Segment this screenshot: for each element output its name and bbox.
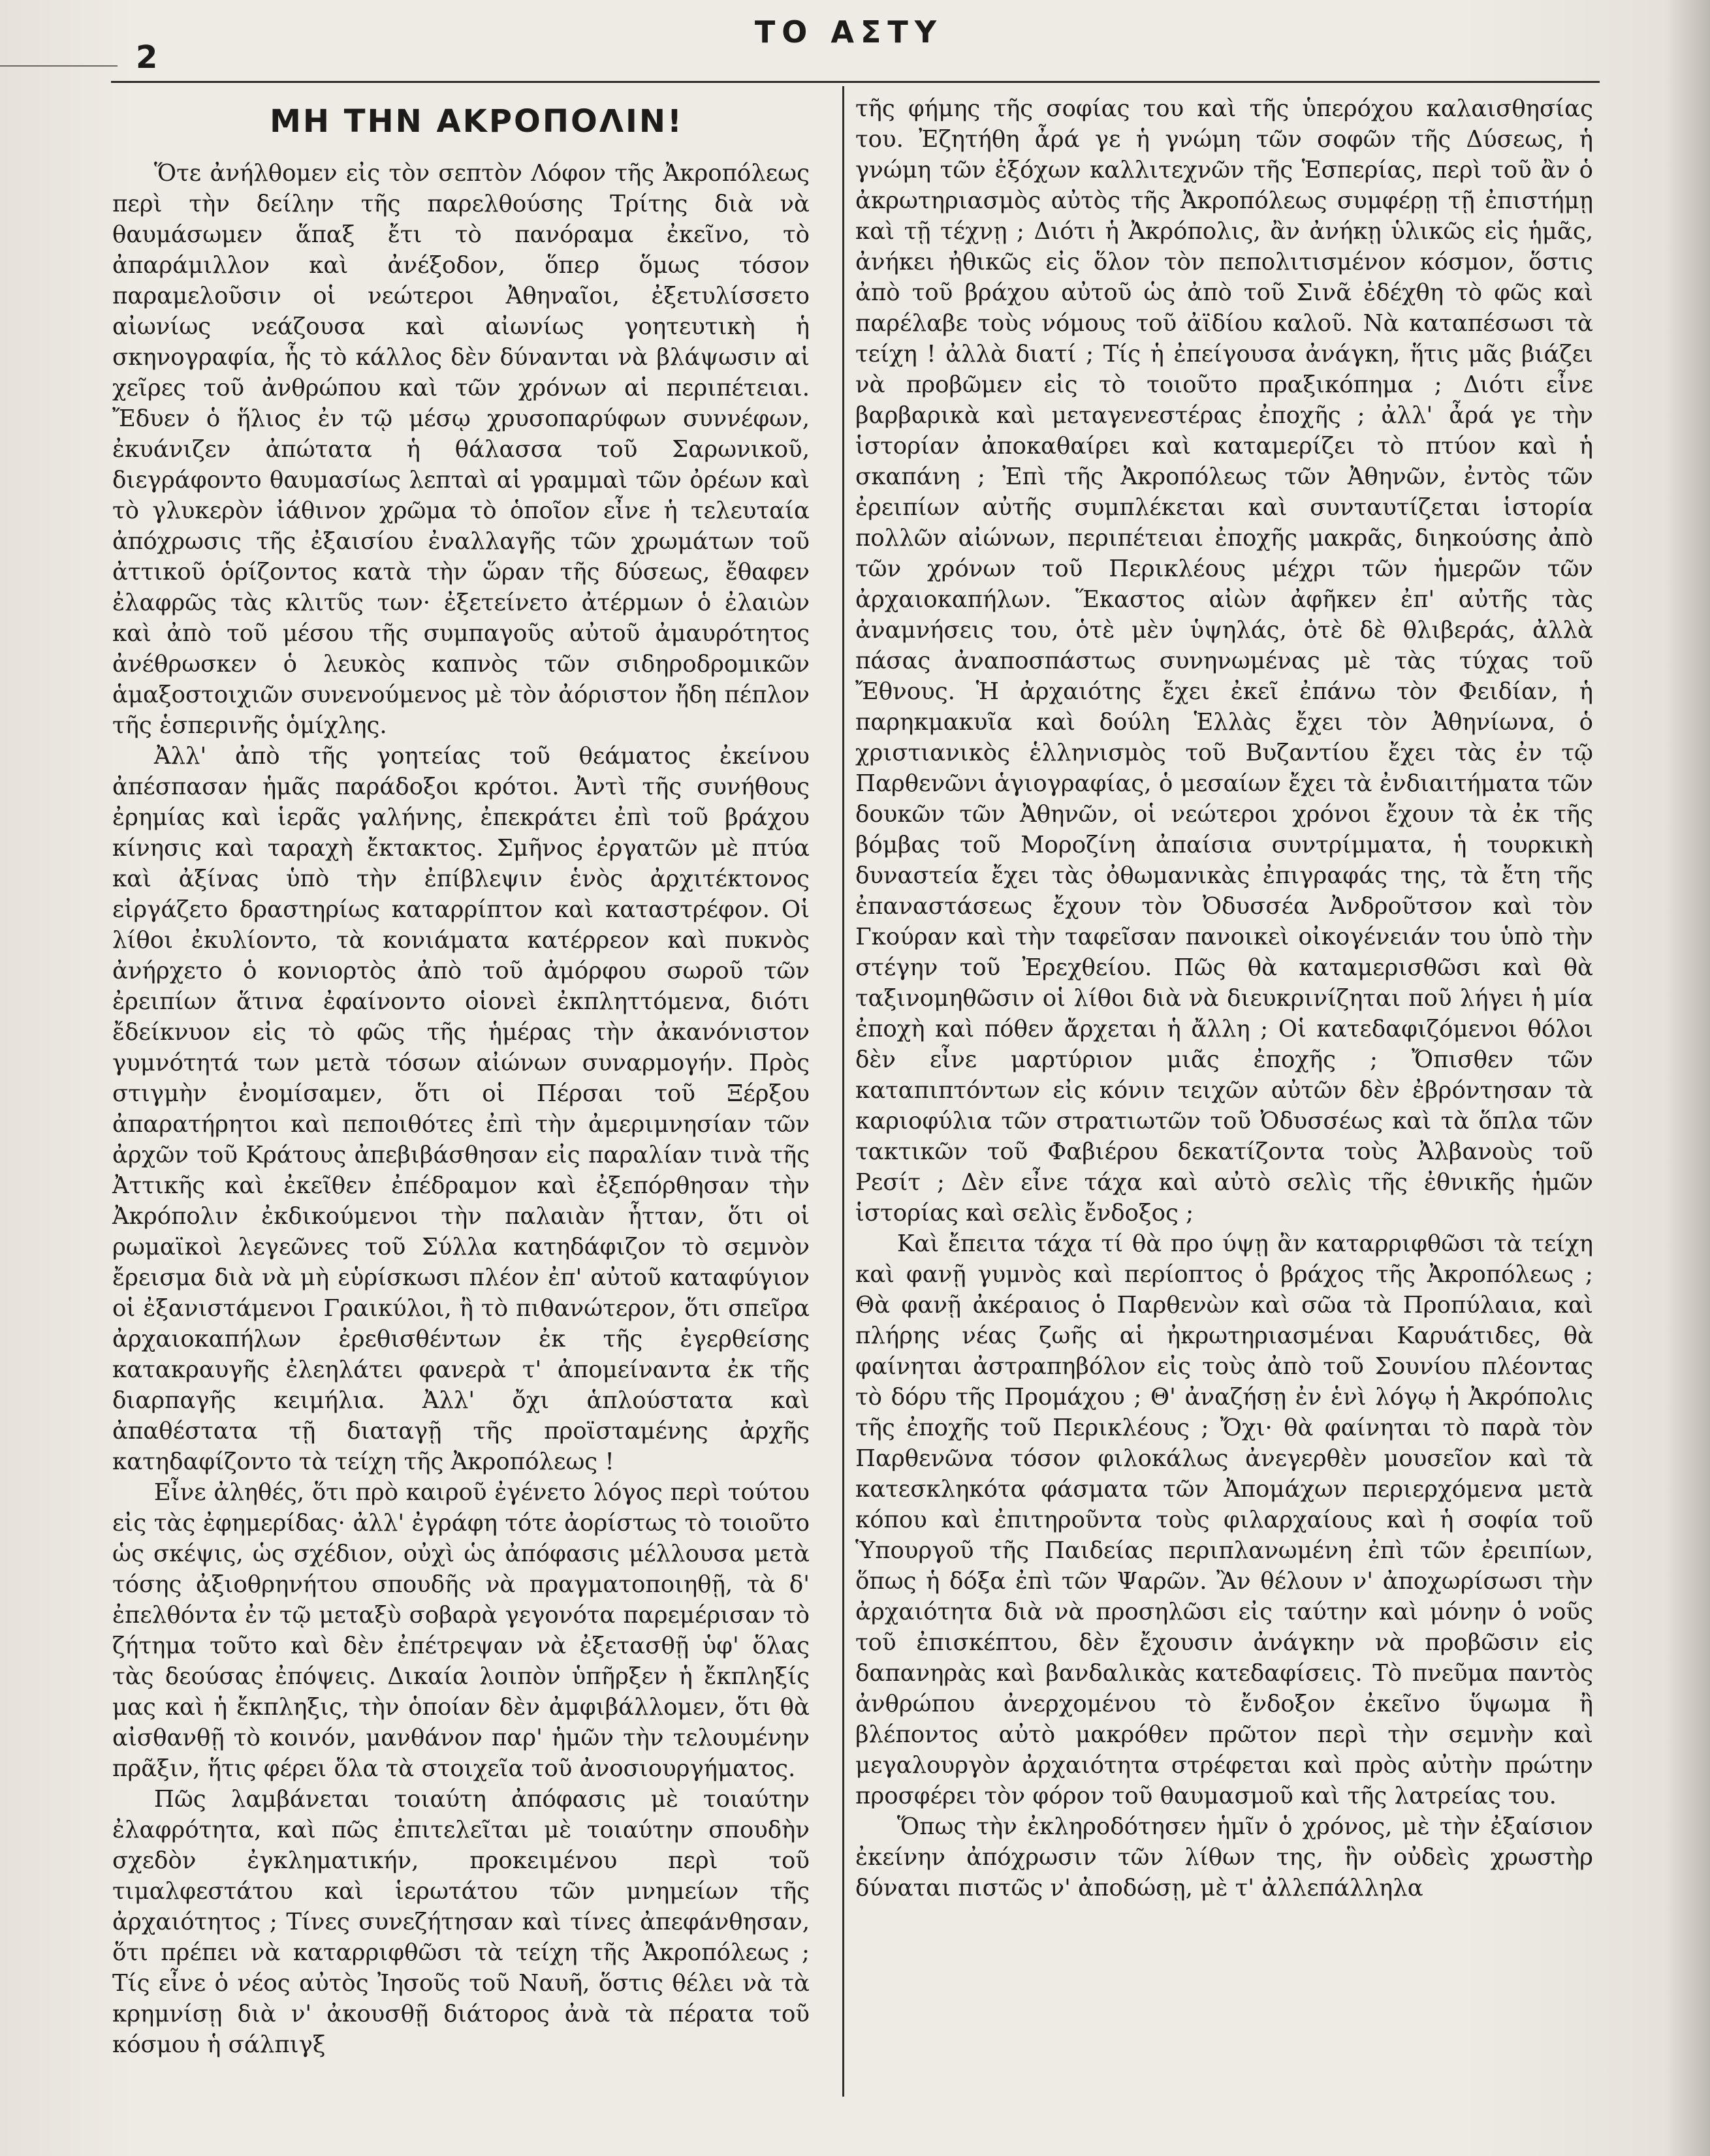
- paragraph: Εἶνε ἀληθές, ὅτι πρὸ καιροῦ ἐγένετο λόγος περὶ τούτου εἰς τὰς ἐφημερίδας· ἀλλ' ἐγράφη τότε ἀορίστως τὸ τοιοῦτο ὡς σκέψις, ὡς σχέδιον, οὐχὶ ὡς ἀπόφασις μέλλουσα μετὰ τόσης ἀξιοθρηνήτου σπουδῆς νὰ πραγματοποιηθῇ, τὰ δ' ἐπελθόντα ἐν τῷ μεταξὺ σοβαρὰ γεγονότα παρεμέρισαν τὸ ζήτημα τοῦτο καὶ δὲν ἐπέτρεψαν νὰ ἐξετασθῇ ὑφ' ὅλας τὰς δεούσας ἐπόψεις. Δικαία λοιπὸν ὑπῆρξεν ἡ ἔκπληξίς μας καὶ ἡ ἔκπληξις, τὴν ὁποίαν δὲν ἀμφιβάλλομεν, ὅτι θὰ αἰσθανθῇ τὸ κοινόν, μανθάνον παρ' ἡμῶν τὴν τελουμένην πρᾶξιν, ἥτις φέρει ὅλα τὰ στοιχεῖα τοῦ ἀνοσιουργήματος.: [112, 1479, 810, 1782]
- right-column: [855, 93, 1593, 1903]
- paragraph: Καὶ ἔπειτα τάχα τί θὰ προ ύψῃ ἂν καταρριφθῶσι τὰ τείχη καὶ φανῇ γυμνὸς καὶ περίοπτος ὁ βράχος τῆς Ἀκροπόλεως ; Θὰ φανῇ ἀκέραιος ὁ Παρθενὼν καὶ σῶα τὰ Προπύλαια, καὶ πλήρης νέας ζωῆς αἱ ἠκρωτηριασμέναι Καρυάτιδες, θὰ φαίνηται ἀστραπηβόλον εἰς τοὺς ἀπὸ τοῦ Σουνίου πλέοντας τὸ δόρυ τῆς Προμάχου ; Θ' ἀναζήσῃ ἐν ἑνὶ λόγῳ ἡ Ἀκρόπολις τῆς ἐποχῆς τοῦ Περικλέους ; Ὄχι· θὰ φαίνηται τὸ παρὰ τὸν Παρθενῶνα τόσον φιλοκάλως ἀνεγερθὲν μουσεῖον καὶ τὰ κατεσκληκότα φάσματα τῶν Ἀπομάχων περιερχόμενα μετὰ κόπου καὶ ἐπιτηροῦντα τοὺς φιλαρχαίους καὶ ἡ σοφία τοῦ Ὑπουργοῦ τῆς Παιδείας περιπλανωμένη ἐπὶ τῶν ἐρειπίων, ὅπως ἡ δόξα ἐπὶ τῶν Ψαρῶν. Ἂν θέλουν ν' ἀποχωρίσωσι τὴν ἀρχαιότητα διὰ νὰ προσηλῶσι εἰς ταύτην καὶ μόνην ὁ νοῦς τοῦ ἐπισκέπτου, δὲν ἔχουσιν ἀνάγκην νὰ προβῶσιν εἰς δαπανηρὰς καὶ βανδαλικὰς κατεδαφίσεις. Τὸ πνεῦμα παντὸς ἀνθρώπου ἀνερχομένου τὸ ἔνδοξον ἐκεῖνο ὕψωμα ἢ βλέποντος αὐτὸ μακρόθεν πρῶτον περὶ τὴν σεμνὴν καὶ μεγαλουργὸν ἀρχαιότητα στρέφεται καὶ πρὸς αὐτὴν πρώτην προσφέρει τὸν φόρον τοῦ θαυμασμοῦ καὶ τῆς λατρείας του.: [855, 1230, 1593, 1809]
- header-rule-fragment: [0, 65, 118, 67]
- binding-shadow: [1664, 0, 1710, 2156]
- article-title: ΜΗ ΤΗΝ ΑΚΡΟΠΟΛΙΝ!: [270, 103, 684, 140]
- page-number: 2: [136, 39, 158, 76]
- paragraph: Ὅπως τὴν ἐκληροδότησεν ἡμῖν ὁ χρόνος, μὲ τὴν ἐξαίσιον ἐκείνην ἀπόχρωσιν τῶν λίθων της, ἣν οὐδεὶς χρωστὴρ δύναται πιστῶς ν' ἀποδώσῃ, μὲ τ' ἀλλεπάλληλα: [855, 1813, 1593, 1901]
- paragraph: Ἀλλ' ἀπὸ τῆς γοητείας τοῦ θεάματος ἐκείνου ἀπέσπασαν ἡμᾶς παράδοξοι κρότοι. Ἀντὶ τῆς συνήθους ἐρημίας καὶ ἱερᾶς γαλήνης, ἐπεκράτει ἐπὶ τοῦ βράχου κίνησις καὶ ταραχὴ ἔκτακτος. Σμῆνος ἐργατῶν μὲ πτύα καὶ ἀξίνας ὑπὸ τὴν ἐπίβλεψιν ἑνὸς ἀρχιτέκτονος εἰργάζετο δραστηρίως καταρρίπτον καὶ καταστρέφον. Οἱ λίθοι ἐκυλίοντο, τὰ κονιάματα κατέρρεον καὶ πυκνὸς ἀνήρχετο ὁ κονιορτὸς ἀπὸ τοῦ ἀμόρφου σωροῦ τῶν ἐρειπίων ἅτινα ἐφαίνοντο οἱονεὶ ἐκπληττόμενα, διότι ἔδείκνυον εἰς τὸ φῶς τῆς ἡμέρας τὴν ἀκανόνιστον γυμνότητά των μετὰ τόσων αἰώνων συναρμογήν. Πρὸς στιγμὴν ἐνομίσαμεν, ὅτι οἱ Πέρσαι τοῦ Ξέρξου ἀπαρατήρητοι καὶ πεποιθότες ἐπὶ τὴν ἀμεριμνησίαν τῶν ἀρχῶν τοῦ Κράτους ἀπεβιβάσθησαν εἰς παραλίαν τινὰ τῆς Ἀττικῆς καὶ ἐκεῖθεν ἐπέδραμον καὶ ἐξεπόρθησαν τὴν Ἀκρόπολιν ἐκδικούμενοι τὴν παλαιὰν ἧτταν, ὅτι οἱ ρωμαϊκοὶ λεγεῶνες τοῦ Σύλλα κατηδάφιζον τὸ σεμνὸν ἔρεισμα διὰ νὰ μὴ εὑρίσκωσι πλέον ἐπ' αὐτοῦ καταφύγιον οἱ ἐξανιστάμενοι Γραικύλοι, ἢ τὸ πιθανώτερον, ὅτι σπεῖρα ἀρχαιοκαπήλων ἐρεθισθέντων ἐκ τῆς ἐγερθείσης κατακραυγῆς ἐλεηλάτει φανερὰ τ' ἀπομείναντα ἐκ τῆς διαρπαγῆς κειμήλια. Ἀλλ' ὄχι ἁπλούστατα καὶ ἀπαθέστατα τῇ διαταγῇ τῆς προϊσταμένης ἀρχῆς κατηδαφίζοντο τὰ τείχη τῆς Ἀκροπόλεως !: [112, 743, 810, 1475]
- left-column: [112, 158, 810, 2060]
- paragraph-continued: τῆς φήμης τῆς σοφίας του καὶ τῆς ὑπερόχου καλαισθησίας του. Ἐζητήθη ἆρά γε ἡ γνώμη τῶν σοφῶν τῆς Δύσεως, ἡ γνώμη τῶν ἐξόχων καλλιτεχνῶν τῆς Ἑσπερίας, περὶ τοῦ ἂν ὁ ἀκρωτηριασμὸς αὐτὸς τῆς Ἀκροπόλεως συμφέρῃ τῇ ἐπιστήμῃ καὶ τῇ τέχνῃ ; Διότι ἡ Ἀκρόπολις, ἂν ἀνήκῃ ὑλικῶς εἰς ἡμᾶς, ἀνήκει ἠθικῶς εἰς ὅλον τὸν πεπολιτισμένον κόσμον, ὅστις ἀπὸ τοῦ βράχου αὐτοῦ ὡς ἀπὸ τοῦ Σινᾶ ἐδέχθη τὸ φῶς καὶ παρέλαβε τοὺς νόμους τοῦ ἀϊδίου καλοῦ. Νὰ καταπέσωσι τὰ τείχη ! ἀλλὰ διατί ; Τίς ἡ ἐπείγουσα ἀνάγκη, ἥτις μᾶς βιάζει νὰ προβῶμεν εἰς τὸ τοιοῦτο πραξικόπημα ; Διότι εἶνε βαρβαρικὰ καὶ μεταγενεστέρας ἐποχῆς ; ἀλλ' ἆρά γε τὴν ἱστορίαν ἀποκαθαίρει καὶ καταμερίζει τὸ πτύον καὶ ἡ σκαπάνη ; Ἐπὶ τῆς Ἀκροπόλεως τῶν Ἀθηνῶν, ἐντὸς τῶν ἐρειπίων αὐτῆς συμπλέκεται καὶ συνταυτίζεται ἱστορία πολλῶν αἰώνων, περιπέτειαι ἐποχῆς μακρᾶς, διηκούσης ἀπὸ τῶν χρόνων τοῦ Περικλέους μέχρι τῶν ἡμερῶν τῶν ἀρχαιοκαπήλων. Ἕκαστος αἰὼν ἀφῆκεν ἐπ' αὐτῆς τὰς ἀναμνήσεις του, ὁτὲ μὲν ὑψηλάς, ὁτὲ δὲ θλιβεράς, ἀλλὰ πάσας ἀναποσπάστως συνηνωμένας μὲ τὰς τύχας τοῦ Ἔθνους. Ἡ ἀρχαιότης ἔχει ἐκεῖ ἐπάνω τὸν Φειδίαν, ἡ παρηκμακυῖα καὶ δούλη Ἑλλὰς ἔχει τὸν Ἀθηνίωνα, ὁ χριστιανικὸς ἑλληνισμὸς τοῦ Βυζαντίου ἔχει τὰς ἐν τῷ Παρθενῶνι ἁγιογραφίας, ὁ μεσαίων ἔχει τὰ ἐνδιαιτήματα τῶν δουκῶν τῶν Ἀθηνῶν, οἱ νεώτεροι χρόνοι ἔχουν τὰ ἐκ τῆς βόμβας τοῦ Μοροζίνη ἀπαίσια συντρίμματα, ἡ τουρκικὴ δυναστεία ἔχει τὰς ὀθωμανικὰς ἐπιγραφάς της, τὰ ἔτη τῆς ἐπαναστάσεως ἔχουν τὸν Ὀδυσσέα Ἀνδροῦτσον καὶ τὸν Γκούραν καὶ τὴν ταφεῖσαν πανοικεὶ οἰκογένειάν του ὑπὸ τὴν στέγην τοῦ Ἐρεχθείου. Πῶς θὰ καταμερισθῶσι καὶ θὰ ταξινομηθῶσιν οἱ λίθοι διὰ νὰ διευκρινίζηται ποῦ λήγει ἡ μία ἐποχὴ καὶ πόθεν ἄρχεται ἡ ἄλλη ; Οἱ κατεδαφιζόμενοι θόλοι δὲν εἶνε μαρτύριον μιᾶς ἐποχῆς ; Ὄπισθεν τῶν καταπιπτόντων εἰς κόνιν τειχῶν αὐτῶν δὲν ἐβρόντησαν τὰ καριοφύλια τῶν στρατιωτῶν τοῦ Ὀδυσσέως καὶ τὰ ὅπλα τῶν τακτικῶν τοῦ Φαβιέρου δεκατίζοντα τοὺς Ἀλβανοὺς τοῦ Ρεσίτ ; Δὲν εἶνε τάχα καὶ αὐτὸ σελὶς τῆς ἐθνικῆς ἡμῶν ἱστορίας καὶ σελὶς ἔνδοξος ;: [855, 95, 1593, 1226]
- paragraph: Πῶς λαμβάνεται τοιαύτη ἀπόφασις μὲ τοιαύτην ἐλαφρότητα, καὶ πῶς ἐπιτελεῖται μὲ τοιαύτην σπουδὴν σχεδὸν ἐγκληματικήν, προκειμένου περὶ τοῦ τιμαλφεστάτου καὶ ἱερωτάτου τῶν μνημείων τῆς ἀρχαιότητος ; Τίνες συνεζήτησαν καὶ τίνες ἀπεφάνθησαν, ὅτι πρέπει νὰ καταρριφθῶσι τὰ τείχη τῆς Ἀκροπόλεως ; Τίς εἶνε ὁ νέος αὐτὸς Ἰησοῦς τοῦ Ναυῆ, ὅστις θέλει νὰ τὰ κρημνίσῃ διὰ ν' ἀκουσθῇ διάτορος ἀνὰ τὰ πέρατα τοῦ κόσμου ἡ σάλπιγξ: [112, 1786, 810, 2058]
- header-rule: [111, 81, 1600, 83]
- paragraph: Ὅτε ἀνήλθομεν εἰς τὸν σεπτὸν Λόφον τῆς Ἀκροπόλεως περὶ τὴν δείλην τῆς παρελθούσης Τρίτης διὰ νὰ θαυμάσωμεν ἅπαξ ἔτι τὸ πανόραμα ἐκεῖνο, τὸ ἀπαράμιλλον καὶ ἀνέξοδον, ὅπερ ὅμως τόσον παραμελοῦσιν οἱ νεώτεροι Ἀθηναῖοι, ἐξετυλίσσετο αἰωνίως νεάζουσα καὶ αἰωνίως γοητευτικὴ ἡ σκηνογραφία, ἧς τὸ κάλλος δὲν δύνανται νὰ βλάψωσιν αἱ χεῖρες τοῦ ἀνθρώπου καὶ τῶν χρόνων αἱ περιπέτειαι. Ἔδυεν ὁ ἥλιος ἐν τῷ μέσῳ χρυσοπαρύφων συννέφων, ἐκυάνιζεν ἀπώτατα ἡ θάλασσα τοῦ Σαρωνικοῦ, διεγράφοντο θαυμασίως λεπταὶ αἱ γραμμαὶ τῶν ὀρέων καὶ τὸ γλυκερὸν ἰάθινον χρῶμα τὸ ὁποῖον εἶνε ἡ τελευταία ἀπόχρωσις τῆς ἐξαισίου ἐναλλαγῆς τῶν χρωμάτων τοῦ ἀττικοῦ ὁρίζοντος κατὰ τὴν ὥραν τῆς δύσεως, ἔθαφεν ἐλαφρῶς τὰς κλιτῦς των· ἐξετείνετο ἀτέρμων ὁ ἐλαιὼν καὶ ἀπὸ τοῦ μέσου τῆς συμπαγοῦς αὐτοῦ ἀμαυρότητος ἀνέθρωσκεν ὁ λευκὸς καπνὸς τῶν σιδηροδρομικῶν ἁμαξοστοιχιῶν συνενούμενος μὲ τὸν ἀόριστον ἤδη πέπλον τῆς ἑσπερινῆς ὁμίχλης.: [112, 160, 810, 739]
- column-divider: [842, 86, 844, 2097]
- running-head: ΤΟ ΑΣΤΥ: [754, 14, 943, 50]
